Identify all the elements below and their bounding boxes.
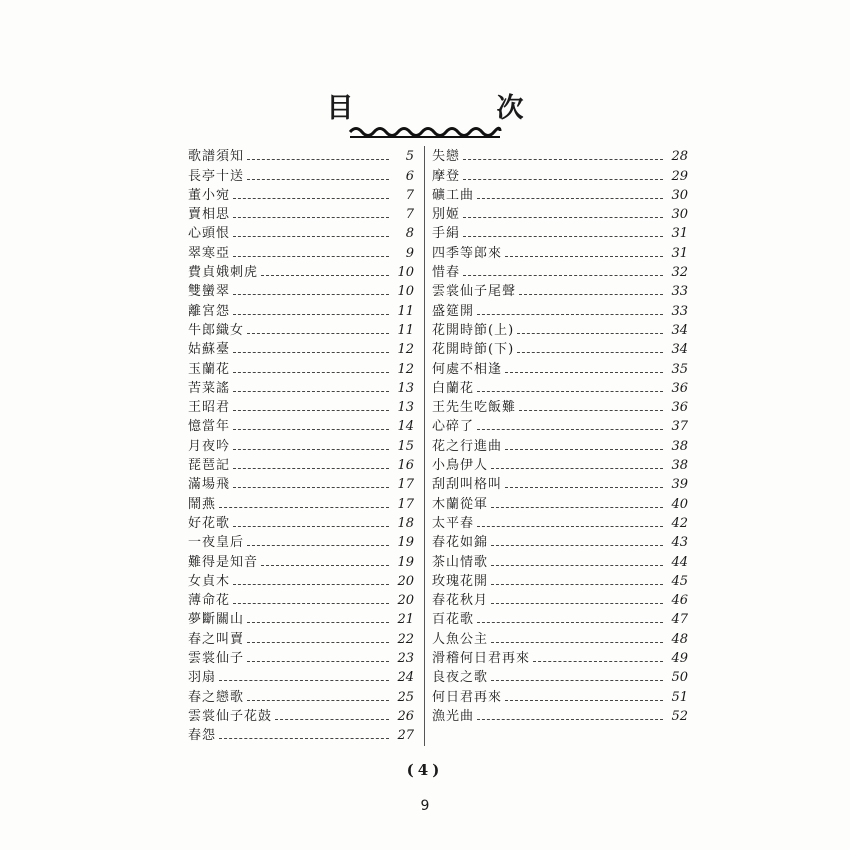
toc-entry	[432, 416, 688, 435]
toc-entry	[432, 281, 688, 300]
dot-leader	[517, 352, 663, 353]
toc-entry-page: 21	[397, 612, 414, 628]
toc-entry-title: 別姬	[432, 207, 461, 223]
toc-entry-title: 花開時節(下)	[432, 342, 515, 358]
toc-entry	[432, 493, 688, 512]
dot-leader	[491, 680, 663, 681]
toc-entry	[188, 667, 414, 686]
toc-entry-title: 女貞木	[188, 573, 231, 589]
dot-leader	[463, 159, 663, 160]
dot-leader	[275, 719, 389, 720]
toc-entry-page: 9	[405, 245, 414, 261]
toc-entry-page: 47	[671, 612, 688, 628]
toc-entry	[188, 551, 414, 570]
toc-entry-page: 29	[671, 168, 688, 184]
toc-left-column	[188, 146, 414, 744]
dot-leader	[233, 198, 389, 199]
dot-leader	[477, 719, 663, 720]
toc-entry	[432, 474, 688, 493]
dot-leader	[463, 179, 663, 180]
toc-entry	[188, 493, 414, 512]
dot-leader	[233, 468, 389, 469]
toc-entry-page: 52	[671, 708, 688, 724]
dot-leader	[517, 333, 663, 334]
dot-leader	[477, 429, 663, 430]
toc-entry-title: 何日君再來	[432, 689, 503, 705]
toc-entry	[432, 532, 688, 551]
toc-entry-page: 46	[671, 593, 688, 609]
toc-entry-page: 19	[397, 535, 414, 551]
toc-entry	[432, 551, 688, 570]
toc-entry	[432, 648, 688, 667]
toc-entry	[432, 435, 688, 454]
dot-leader	[233, 603, 389, 604]
toc-entry-title: 滑稽何日君再來	[432, 651, 531, 667]
toc-entry-title: 雲裳仙子尾聲	[432, 284, 517, 300]
toc-entry	[432, 571, 688, 590]
dot-leader	[519, 410, 663, 411]
toc-entry-page: 35	[671, 361, 688, 377]
toc-entry-title: 雲裳仙子花鼓	[188, 708, 273, 724]
dot-leader	[477, 314, 663, 315]
dot-leader	[477, 198, 663, 199]
toc-entry-title: 夢斷關山	[188, 612, 245, 628]
dot-leader	[233, 236, 389, 237]
toc-entry	[188, 300, 414, 319]
toc-entry	[188, 725, 414, 744]
toc-entry-page: 8	[405, 226, 414, 242]
toc-entry	[432, 513, 688, 532]
dot-leader	[233, 410, 389, 411]
dot-leader	[247, 642, 389, 643]
toc-entry-page: 20	[397, 593, 414, 609]
toc-entry-title: 玫瑰花開	[432, 573, 489, 589]
toc-entry-page: 17	[397, 496, 414, 512]
toc-entry-title: 好花歌	[188, 515, 231, 531]
dot-leader	[477, 391, 663, 392]
toc-entry-page: 32	[671, 265, 688, 281]
dot-leader	[233, 391, 389, 392]
toc-entry	[188, 706, 414, 725]
dot-leader	[233, 584, 389, 585]
page-title: 目 次	[326, 93, 582, 124]
toc-entry	[188, 648, 414, 667]
dot-leader	[219, 738, 389, 739]
toc-entry-title: 離宮怨	[188, 303, 231, 319]
toc-entry-page: 17	[397, 477, 414, 493]
toc-entry-page: 27	[397, 728, 414, 744]
toc-entry-title: 春花秋月	[432, 593, 489, 609]
dot-leader	[463, 217, 663, 218]
dot-leader	[233, 372, 389, 373]
dot-leader	[233, 352, 389, 353]
toc-entry-page: 31	[671, 245, 688, 261]
dot-leader	[247, 159, 389, 160]
toc-entry-title: 春怨	[188, 728, 217, 744]
toc-entry-title: 玉蘭花	[188, 361, 231, 377]
toc-entry	[432, 165, 688, 184]
toc-entry-title: 春之戀歌	[188, 689, 245, 705]
dot-leader	[247, 179, 389, 180]
toc-entry	[432, 204, 688, 223]
toc-entry-title: 太平春	[432, 515, 475, 531]
toc-entry-title: 惜春	[432, 265, 461, 281]
toc-entry-title: 礦工曲	[432, 187, 475, 203]
toc-entry	[432, 397, 688, 416]
toc-entry-title: 琵琶記	[188, 458, 231, 474]
toc-entry	[188, 204, 414, 223]
toc-entry	[432, 223, 688, 242]
toc-entry-page: 48	[671, 631, 688, 647]
toc-entry	[188, 146, 414, 165]
toc-entry	[188, 686, 414, 705]
dot-leader	[505, 700, 663, 701]
toc-entry	[188, 185, 414, 204]
toc-entry-page: 7	[405, 187, 414, 203]
toc-entry-page: 33	[671, 284, 688, 300]
toc-entry	[432, 262, 688, 281]
toc-entry	[188, 165, 414, 184]
dot-leader	[491, 642, 663, 643]
toc-entry	[432, 686, 688, 705]
toc-entry-page: 51	[671, 689, 688, 705]
dot-leader	[247, 333, 389, 334]
toc-entry-page: 23	[397, 651, 414, 667]
toc-entry-page: 12	[397, 342, 414, 358]
dot-leader	[505, 372, 663, 373]
dot-leader	[477, 622, 663, 623]
toc-entry-page: 36	[671, 400, 688, 416]
toc-entry	[188, 609, 414, 628]
toc-entry	[188, 242, 414, 261]
dot-leader	[247, 622, 389, 623]
toc-entry-page: 25	[397, 689, 414, 705]
toc-entry	[432, 339, 688, 358]
toc-entry-page: 19	[397, 554, 414, 570]
toc-entry-page: 6	[405, 168, 414, 184]
toc-entry-title: 董小宛	[188, 187, 231, 203]
toc-entry	[188, 571, 414, 590]
toc-entry-title: 花開時節(上)	[432, 322, 515, 338]
toc-entry-title: 歌譜須知	[188, 149, 245, 165]
toc-entry-page: 10	[397, 265, 414, 281]
dot-leader	[463, 236, 663, 237]
toc-entry	[432, 242, 688, 261]
toc-entry-page: 16	[397, 458, 414, 474]
toc-entry	[188, 358, 414, 377]
toc-entry-page: 42	[671, 515, 688, 531]
dot-leader	[247, 700, 389, 701]
dot-leader	[519, 294, 663, 295]
toc-entry	[432, 378, 688, 397]
toc-entry-page: 43	[671, 535, 688, 551]
dot-leader	[491, 565, 663, 566]
dot-leader	[491, 603, 663, 604]
dot-leader	[233, 256, 389, 257]
dot-leader	[247, 545, 389, 546]
toc-entry-page: 40	[671, 496, 688, 512]
toc-entry	[432, 185, 688, 204]
toc-entry-page: 49	[671, 651, 688, 667]
dot-leader	[491, 468, 663, 469]
dot-leader	[233, 294, 389, 295]
toc-entry-page: 31	[671, 226, 688, 242]
toc-entry	[188, 339, 414, 358]
toc-entry-page: 12	[397, 361, 414, 377]
toc-entry-page: 5	[405, 149, 414, 165]
toc-entry-page: 37	[671, 419, 688, 435]
toc-entry-title: 手絹	[432, 226, 461, 242]
toc-entry-page: 44	[671, 554, 688, 570]
toc-entry-page: 26	[397, 708, 414, 724]
dot-leader	[505, 449, 663, 450]
toc-entry-title: 失戀	[432, 149, 461, 165]
toc-entry-page: 22	[397, 631, 414, 647]
dot-leader	[533, 661, 663, 662]
toc-entry-title: 薄命花	[188, 593, 231, 609]
toc-entry	[432, 590, 688, 609]
toc-entry-title: 王先生吃飯難	[432, 400, 517, 416]
toc-entry-page: 18	[397, 515, 414, 531]
dot-leader	[505, 487, 663, 488]
toc-entry	[432, 706, 688, 725]
toc-entry-page: 13	[397, 400, 414, 416]
toc-entry-title: 良夜之歌	[432, 670, 489, 686]
toc-entry-title: 王昭君	[188, 400, 231, 416]
toc-entry-title: 白蘭花	[432, 380, 475, 396]
toc-entry	[432, 667, 688, 686]
dot-leader	[233, 487, 389, 488]
toc-entry	[188, 435, 414, 454]
toc-entry-title: 月夜吟	[188, 438, 231, 454]
toc-entry-title: 滿場飛	[188, 477, 231, 493]
toc-entry-title: 一夜皇后	[188, 535, 245, 551]
toc-entry-page: 11	[397, 303, 414, 319]
dot-leader	[261, 275, 389, 276]
page-number: 9	[420, 798, 430, 814]
toc-entry	[188, 320, 414, 339]
toc-entry-title: 摩登	[432, 168, 461, 184]
toc-entry-page: 20	[397, 573, 414, 589]
toc-entry-title: 漁光曲	[432, 708, 475, 724]
folio-number: (4)	[406, 761, 444, 779]
toc-entry-title: 鬧燕	[188, 496, 217, 512]
toc-entry	[188, 281, 414, 300]
toc-entry-page: 39	[671, 477, 688, 493]
toc-entry-page: 45	[671, 573, 688, 589]
toc-entry-page: 33	[671, 303, 688, 319]
toc-entry-title: 長亭十送	[188, 168, 245, 184]
toc-entry-title: 羽扇	[188, 670, 217, 686]
dot-leader	[505, 256, 663, 257]
toc-entry-page: 10	[397, 284, 414, 300]
toc-entry	[188, 532, 414, 551]
toc-entry-title: 茶山情歌	[432, 554, 489, 570]
toc-entry-title: 小鳥伊人	[432, 458, 489, 474]
toc-entry	[432, 609, 688, 628]
toc-entry-title: 花之行進曲	[432, 438, 503, 454]
dot-leader	[233, 526, 389, 527]
toc-entry-title: 賣相思	[188, 207, 231, 223]
toc-entry	[432, 455, 688, 474]
toc-entry-page: 38	[671, 458, 688, 474]
dot-leader	[233, 217, 389, 218]
toc-entry-title: 雲裳仙子	[188, 651, 245, 667]
toc-entry-title: 春花如錦	[432, 535, 489, 551]
dot-leader	[219, 680, 389, 681]
toc-entry	[188, 262, 414, 281]
toc-entry	[432, 300, 688, 319]
toc-entry-title: 何處不相逢	[432, 361, 503, 377]
title-wave-underline	[348, 120, 502, 142]
toc-entry	[432, 358, 688, 377]
toc-entry-title: 百花歌	[432, 612, 475, 628]
toc-entry-title: 苦菜謠	[188, 380, 231, 396]
toc-entry-title: 春之叫賣	[188, 631, 245, 647]
toc-entry	[432, 146, 688, 165]
toc-entry	[188, 628, 414, 647]
toc-entry	[188, 455, 414, 474]
toc-entry	[432, 628, 688, 647]
dot-leader	[233, 429, 389, 430]
toc-entry-page: 34	[671, 322, 688, 338]
toc-entry-page: 50	[671, 670, 688, 686]
toc-entry	[188, 513, 414, 532]
toc-entry	[188, 590, 414, 609]
toc-entry-page: 15	[397, 438, 414, 454]
dot-leader	[247, 661, 389, 662]
toc-entry	[432, 320, 688, 339]
dot-leader	[477, 526, 663, 527]
dot-leader	[491, 584, 663, 585]
toc-right-column	[432, 146, 688, 725]
toc-entry-title: 四季等郎來	[432, 245, 503, 261]
toc-entry-title: 人魚公主	[432, 631, 489, 647]
toc-entry-title: 難得是知音	[188, 554, 259, 570]
toc-entry-page: 7	[405, 207, 414, 223]
toc-entry-page: 11	[397, 322, 414, 338]
dot-leader	[491, 507, 663, 508]
toc-entry	[188, 378, 414, 397]
toc-entry-page: 34	[671, 342, 688, 358]
toc-entry-title: 費貞娥刺虎	[188, 265, 259, 281]
toc-entry-page: 30	[671, 187, 688, 203]
toc-entry-title: 憶當年	[188, 419, 231, 435]
toc-entry-page: 24	[397, 670, 414, 686]
toc-entry-page: 38	[671, 438, 688, 454]
dot-leader	[233, 314, 389, 315]
toc-entry-page: 30	[671, 207, 688, 223]
toc-entry	[188, 416, 414, 435]
column-divider	[424, 146, 425, 746]
toc-entry-title: 心碎了	[432, 419, 475, 435]
toc-entry-title: 盛筵開	[432, 303, 475, 319]
toc-entry-title: 翠寒亞	[188, 245, 231, 261]
toc-entry-title: 刮刮叫格叫	[432, 477, 503, 493]
dot-leader	[219, 507, 389, 508]
toc-entry-title: 木蘭從軍	[432, 496, 489, 512]
toc-entry-page: 36	[671, 380, 688, 396]
toc-entry	[188, 223, 414, 242]
toc-entry-title: 牛郎織女	[188, 322, 245, 338]
dot-leader	[463, 275, 663, 276]
toc-entry-page: 14	[397, 419, 414, 435]
toc-entry-title: 心頭恨	[188, 226, 231, 242]
dot-leader	[233, 449, 389, 450]
toc-entry-title: 姑蘇臺	[188, 342, 231, 358]
dot-leader	[491, 545, 663, 546]
toc-entry-page: 13	[397, 380, 414, 396]
dot-leader	[261, 565, 389, 566]
toc-entry-page: 28	[671, 149, 688, 165]
toc-entry	[188, 397, 414, 416]
toc-entry-title: 雙蠻翠	[188, 284, 231, 300]
toc-entry	[188, 474, 414, 493]
